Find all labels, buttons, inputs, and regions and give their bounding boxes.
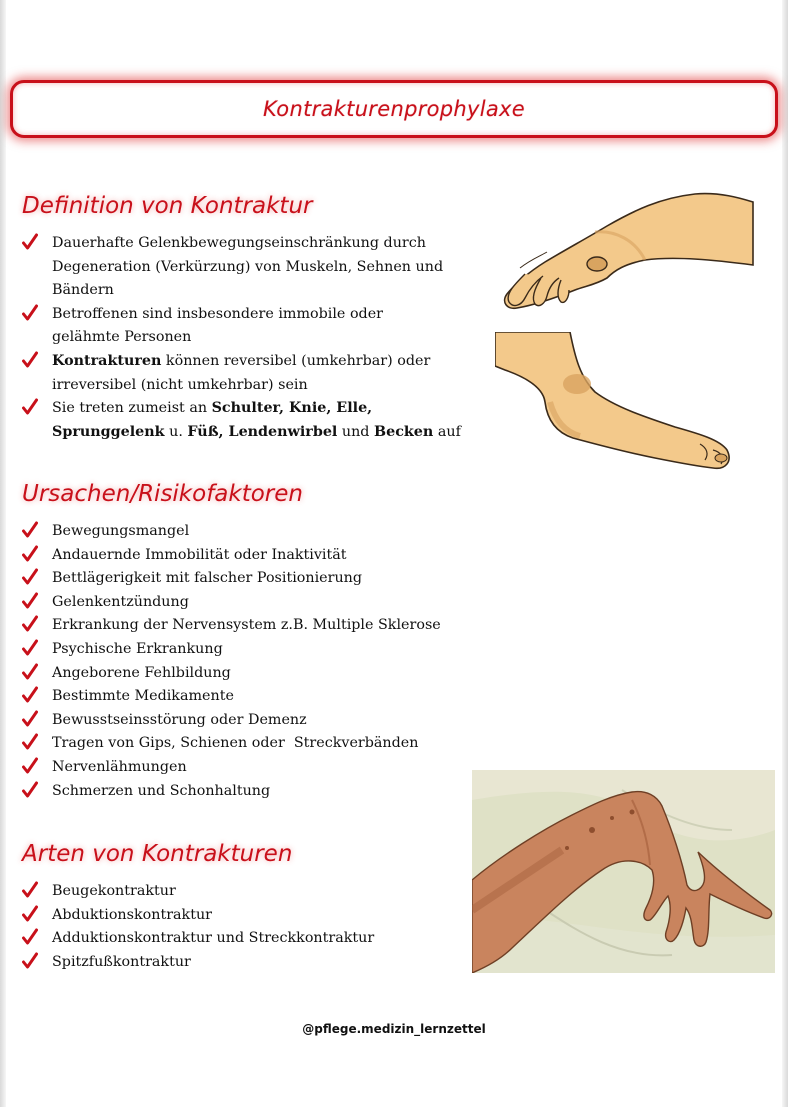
check-icon — [22, 520, 42, 542]
check-icon — [22, 567, 42, 589]
types-heading: Arten von Kontrakturen — [22, 841, 293, 867]
list-item: Bewusstseinsstörung oder Demenz — [22, 709, 462, 733]
foot-contracture-illustration — [495, 332, 740, 477]
definition-heading: Definition von Kontraktur — [22, 193, 313, 219]
causes-heading: Ursachen/Risikofaktoren — [22, 481, 303, 507]
check-icon — [22, 780, 42, 802]
list-item: Beugekontraktur — [22, 880, 452, 904]
check-icon — [22, 732, 42, 754]
hand-contracture-illustration — [495, 190, 755, 315]
check-icon — [22, 638, 42, 660]
types-list — [22, 880, 452, 974]
definition-list — [22, 232, 462, 444]
title-box — [10, 80, 778, 138]
check-icon — [22, 880, 42, 902]
list-item: Andauernde Immobilität oder Inaktivität — [22, 544, 462, 568]
list-item: Schmerzen und Schonhaltung — [22, 780, 462, 804]
list-item: Adduktionskontraktur und Streckkontraktur — [22, 927, 452, 951]
list-item: Tragen von Gips, Schienen oder Streckverbänden — [22, 732, 462, 756]
list-item: Kontrakturen können reversibel (umkehrbar) oder irreversibel (nicht umkehrbar) sein — [22, 350, 462, 397]
list-item: Bewegungsmangel — [22, 520, 462, 544]
list-item: Abduktionskontraktur — [22, 904, 452, 928]
check-icon — [22, 756, 42, 778]
list-item: Psychische Erkrankung — [22, 638, 462, 662]
list-item: Dauerhafte Gelenkbewegungseinschränkung durch Degeneration (Verkürzung) von Muskeln, Sehnen und Bändern — [22, 232, 462, 303]
check-icon — [22, 397, 42, 419]
list-item: Betroffenen sind insbesondere immobile oder gelähmte Personen — [22, 303, 462, 350]
list-item: Erkrankung der Nervensystem z.B. Multiple Sklerose — [22, 614, 462, 638]
check-icon — [22, 232, 42, 254]
hand-contracture-photo — [472, 770, 775, 973]
check-icon — [22, 951, 42, 973]
check-icon — [22, 662, 42, 684]
check-icon — [22, 709, 42, 731]
list-item: Sie treten zumeist an Schulter, Knie, Elle, Sprunggelenk u. Füß, Lendenwirbel und Becken auf — [22, 397, 462, 444]
check-icon — [22, 927, 42, 949]
page-title: Kontrakturenprophylaxe — [262, 97, 525, 121]
page-edge-left — [0, 0, 6, 1107]
check-icon — [22, 591, 42, 613]
list-item: Gelenkentzündung — [22, 591, 462, 615]
check-icon — [22, 904, 42, 926]
check-icon — [22, 544, 42, 566]
list-item: Bettlägerigkeit mit falscher Positionierung — [22, 567, 462, 591]
footer-handle: @pflege.medizin_lernzettel — [302, 1022, 486, 1036]
check-icon — [22, 614, 42, 636]
causes-list — [22, 520, 462, 803]
check-icon — [22, 350, 42, 372]
list-item: Nervenlähmungen — [22, 756, 462, 780]
check-icon — [22, 303, 42, 325]
list-item: Bestimmte Medikamente — [22, 685, 462, 709]
page-edge-right — [782, 0, 788, 1107]
list-item: Angeborene Fehlbildung — [22, 662, 462, 686]
list-item: Spitzfußkontraktur — [22, 951, 452, 975]
check-icon — [22, 685, 42, 707]
